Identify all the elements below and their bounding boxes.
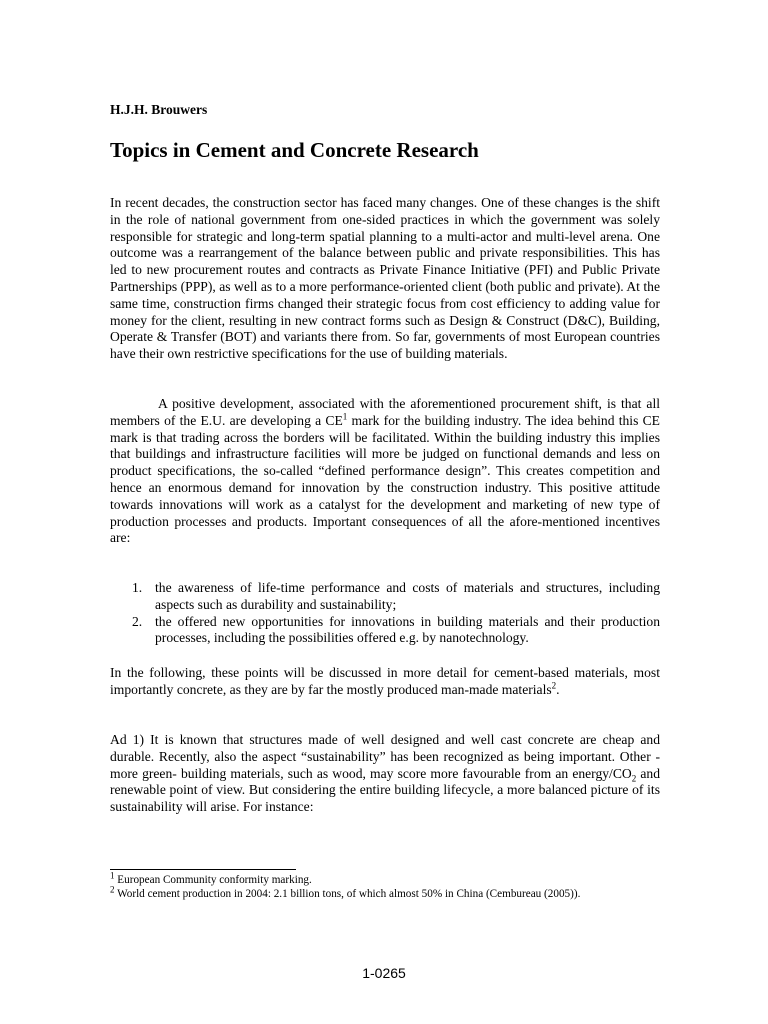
paragraph-intro: In recent decades, the construction sector has faced many changes. One of these changes is the shift in the role of national government from one-sided practices in which the government was solely responsible for strategic and long-term spatial planning to a multi-actor and multi-level arena. One outcome was a rearrangement of the balance between public and private responsibilities. This has led to new procurement routes and contracts as Private Finance Initiative (PFI) and Public Private Partnerships (PPP), as well as to a more performance-oriented client (both public and private). At the same time, construction firms changed their strategic focus from cost efficiency to adding value for money for the client, resulting in new contract forms such as Design & Construct (D&C), Building, Operate & Transfer (BOT) and variants there from. So far, governments of most European countries have their own restrictive specifications for the use of building materials. — [110, 195, 660, 362]
list-item-text: the awareness of life-time performance and costs of materials and structures, including aspects such as durability and sustainability; — [155, 580, 660, 612]
footnote-2-text: World cement production in 2004: 2.1 billion tons, of which almost 50% in China (Cembureau (2005)). — [114, 888, 581, 900]
footnote-2-mark: 2 — [110, 884, 115, 895]
paragraph-following — [110, 665, 660, 699]
paragraph-ad1-text-b: and renewable point of view. But considering the entire building lifecycle, a more balanced picture of its sustainability will arise. For instance: — [110, 765, 660, 815]
list-item-number: 2. — [132, 613, 143, 629]
footnote-1-mark: 1 — [110, 870, 115, 881]
author-name: H.J.H. Brouwers — [110, 102, 208, 117]
list-item-text: the offered new opportunities for innovations in building materials and their production processes, including the possibilities offered e.g. by nanotechnology. — [155, 613, 660, 646]
consequences-list — [110, 580, 660, 647]
paper-title: Topics in Cement and Concrete Research — [110, 138, 479, 162]
footnote-ref-2: 2 — [551, 680, 557, 691]
page-number: 1-0265 — [362, 965, 406, 981]
paragraph-ad1-text-a: Ad 1) It is known that structures made of well designed and well cast concrete are cheap and durable. Recently, also the aspect “sustainability” has been recognized as being important. Other -more green- building materials, such as wood, may score more favourable from an energy/CO — [110, 732, 660, 781]
footnote-1-text: European Community conformity marking. — [114, 874, 312, 886]
footnotes — [110, 870, 670, 901]
footnote-separator — [110, 869, 296, 870]
paragraph-ce-mark — [110, 396, 660, 547]
list-item — [110, 580, 660, 614]
footnote-ref-1: 1 — [342, 411, 348, 422]
footnote-2 — [110, 884, 670, 901]
paragraph-following-text-b: . — [556, 681, 560, 697]
paragraph-ce-mark-text-a: A positive development, associated with the aforementioned procurement shift, is that all members of the E.U. are developing a CE — [110, 396, 660, 428]
co2-subscript: 2 — [631, 773, 637, 784]
list-item — [110, 614, 660, 648]
footnote-1 — [110, 870, 670, 887]
paragraph-ce-mark-text-b: mark for the building industry. The idea behind this CE mark is that trading across the borders will be facilitated. Within the building industry this implies that buildings and infrastructure facilities will more be judged on functional demands and less on product specifications, the so-called “defined performance design”. This creates competition and hence an enormous demand for innovation by the construction industry. This positive attitude towards innovations will work as a catalyst for the development and marketing of new type of production processes and products. Important consequences of all the afore-mentioned incentives are: — [110, 412, 660, 546]
list-item-number: 1. — [132, 580, 143, 595]
paragraph-ad1 — [110, 732, 660, 816]
paragraph-following-text-a: In the following, these points will be discussed in more detail for cement-based materials, most importantly concrete, as they are by far the mostly produced man-made materials — [110, 665, 660, 697]
